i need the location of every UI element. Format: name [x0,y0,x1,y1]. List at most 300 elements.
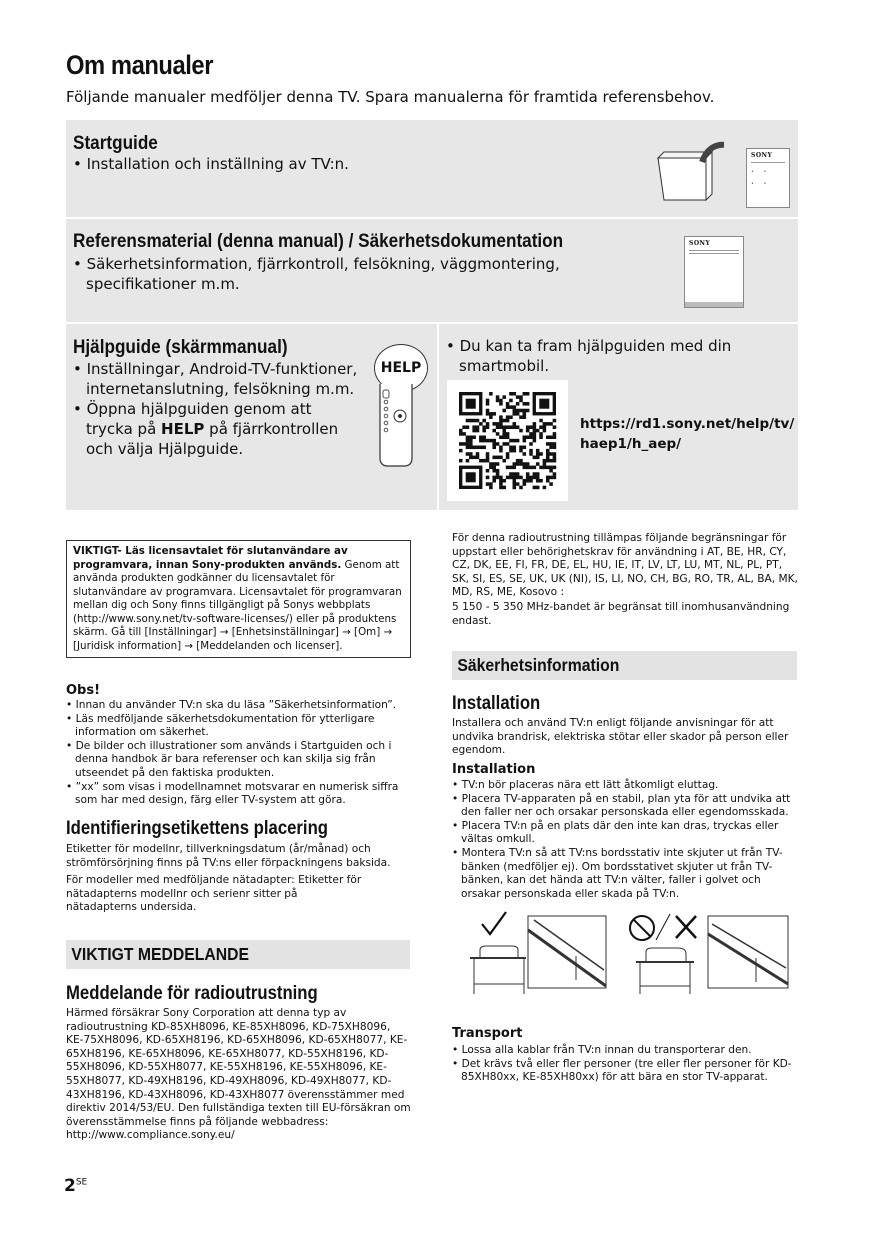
qr-module [506,415,510,419]
qr-module [536,449,540,453]
help-url-line-2: haep1/h_aep/ [580,436,682,452]
qr-module [489,412,493,416]
qr-module [533,422,537,426]
qr-module [486,409,490,413]
qr-module [502,435,506,439]
qr-module [526,429,530,433]
qr-module [523,435,527,439]
qr-module [549,482,553,486]
qr-module [549,442,553,446]
qr-module [536,456,540,460]
reference-box [66,219,798,322]
qr-module [546,476,550,480]
page-subtitle: Följande manualer medföljer denna TV. Spara manualerna för framtida referensbehov. [66,88,715,106]
qr-module [536,429,540,433]
qr-finder [466,399,476,409]
qr-module [516,425,520,429]
qr-module [506,442,510,446]
qr-module [516,462,520,466]
obs-list [66,699,400,808]
qr-module [546,422,550,426]
qr-module [523,452,527,456]
qr-module [489,439,493,443]
qr-module [486,425,490,429]
qr-module [519,429,523,433]
obs-heading: Obs! [66,683,101,698]
qr-module [482,446,486,450]
qr-module [533,456,537,460]
qr-module [469,439,473,443]
qr-module [526,409,530,413]
qr-module [472,425,476,429]
qr-module [553,446,557,450]
obs-item: • Innan du använder TV:n ska du läsa ”Säkerhetsinformation”. [66,699,397,711]
page-title: Om manualer [66,50,214,80]
qr-module [492,466,496,470]
qr-module [479,439,483,443]
qr-module [513,425,517,429]
qr-module [479,422,483,426]
qr-module [513,486,517,490]
qr-module [539,425,543,429]
qr-module [479,459,483,463]
qr-module [492,439,496,443]
qr-module [513,476,517,480]
qr-module [553,442,557,446]
qr-module [472,419,476,423]
qr-module [529,435,533,439]
installation-item: • Montera TV:n så att TV:ns bordsstativ inte skjuter ut från TV-bänken (medföljer ej). Om bordsstativet skjuter ut från TV-bänken, kan det hända att TV:n välter, faller i golvet och orsakar personskada eller skada på TV:n. [452,846,783,900]
qr-module [513,446,517,450]
qr-module [519,459,523,463]
qr-module [506,402,510,406]
qr-module [553,476,557,480]
qr-module [486,482,490,486]
qr-code-container [447,380,568,501]
qr-module [492,446,496,450]
qr-module [523,415,527,419]
qr-module [523,466,527,470]
qr-module [466,439,470,443]
qr-module [519,446,523,450]
qr-module [513,449,517,453]
reference-document-icon [684,236,744,308]
license-box [66,540,411,658]
qr-module [459,449,463,453]
qr-module [546,435,550,439]
qr-module [543,466,547,470]
qr-module [502,479,506,483]
installation-intro: Installera och använd TV:n enligt följande anvisningar för att undvika brandrisk, elektriska stötar eller skador på person eller egendom. [452,717,789,757]
startguide-item: • Installation och inställning av TV:n. [73,155,349,173]
qr-module [466,459,470,463]
qr-module [523,439,527,443]
qr-module [476,452,480,456]
qr-module [549,476,553,480]
qr-module [506,466,510,470]
radio-notice-heading: Meddelande för radioutrustning [66,983,318,1004]
qr-module [513,466,517,470]
qr-module [553,435,557,439]
qr-module [516,472,520,476]
qr-module [466,425,470,429]
obs-item: • Läs medföljande säkerhetsdokumentation för ytterligare information om säkerhet. [66,712,375,739]
qr-module [506,425,510,429]
qr-module [539,479,543,483]
qr-module [509,466,513,470]
installation-list [452,779,792,901]
qr-module [533,432,537,436]
qr-module [486,412,490,416]
qr-module [519,399,523,403]
qr-module [543,429,547,433]
qr-module [539,452,543,456]
qr-module [469,446,473,450]
qr-module [513,472,517,476]
qr-module [519,415,523,419]
qr-module [543,486,547,490]
qr-module [526,392,530,396]
qr-module [529,452,533,456]
qr-module [476,446,480,450]
qr-module [486,452,490,456]
qr-module [526,476,530,480]
qr-module [506,452,510,456]
qr-module [523,479,527,483]
qr-module [533,435,537,439]
transport-item: • Det krävs två eller fler personer (tre eller fler personer för KD-85XH80xx, KE-85XH80xx) för att bära en stor TV-apparat. [452,1057,792,1084]
qr-module [499,422,503,426]
qr-module [502,442,506,446]
qr-module [499,419,503,423]
correct-placement-illustration [466,910,616,1000]
qr-module [516,395,520,399]
qr-module [496,476,500,480]
qr-module [553,456,557,460]
qr-module [482,435,486,439]
qr-module [496,472,500,476]
remote-control-icon [378,384,414,468]
qr-module [502,425,506,429]
qr-module [553,432,557,436]
qr-module [506,432,510,436]
qr-module [496,462,500,466]
qr-module [509,425,513,429]
qr-module [466,446,470,450]
qr-module [492,456,496,460]
qr-module [482,439,486,443]
qr-module [509,405,513,409]
qr-module [472,429,476,433]
qr-module [546,466,550,470]
qr-module [476,429,480,433]
startguide-document-icon: SONY • • • • [746,148,790,208]
qr-module [499,446,503,450]
qr-module [513,422,517,426]
qr-module [472,456,476,460]
qr-module [496,432,500,436]
qr-module [469,456,473,460]
qr-finder [466,472,476,482]
qr-module [489,466,493,470]
qr-module [476,419,480,423]
qr-module [549,422,553,426]
qr-code-icon [447,380,568,501]
qr-module [546,449,550,453]
qr-module [496,469,500,473]
qr-module [526,425,530,429]
qr-module [513,482,517,486]
qr-module [526,462,530,466]
smartphone-box [439,324,798,510]
qr-module [533,472,537,476]
startguide-box [66,120,798,217]
qr-module [466,442,470,446]
qr-module [469,442,473,446]
qr-finder [539,399,549,409]
qr-module [472,435,476,439]
sony-logo: SONY [751,152,773,159]
qr-module [509,449,513,453]
qr-module [529,466,533,470]
qr-module [546,456,550,460]
qr-module [523,446,527,450]
qr-module [486,476,490,480]
qr-module [502,395,506,399]
qr-module [492,442,496,446]
help-url-line-1: https://rd1.sony.net/help/tv/ [580,416,795,432]
qr-module [462,442,466,446]
qr-module [533,425,537,429]
helpguide-item-1: • Inställningar, Android-TV-funktioner, internetanslutning, felsökning m.m. [73,360,358,398]
qr-module [462,432,466,436]
qr-module [506,456,510,460]
qr-module [506,435,510,439]
sony-logo-2: SONY [689,240,711,247]
qr-module [546,459,550,463]
qr-module [462,425,466,429]
help-url [580,414,794,454]
qr-module [519,476,523,480]
qr-module [502,409,506,413]
qr-module [486,422,490,426]
qr-module [526,466,530,470]
qr-module [492,462,496,466]
obs-item: • De bilder och illustrationer som används i Startguiden och i denna handbok är bara referenser och kan skilja sig från utseendet på den faktiska produkten. [66,739,392,779]
qr-module [526,479,530,483]
qr-module [519,409,523,413]
qr-module [523,482,527,486]
smartphone-text: • Du kan ta fram hjälpguiden med din smartmobil. [446,337,732,375]
qr-module [469,435,473,439]
qr-module [499,456,503,460]
qr-module [492,422,496,426]
reference-item: • Säkerhetsinformation, fjärrkontroll, felsökning, väggmontering, specifikationer m.m. [73,255,560,293]
qr-module [553,425,557,429]
qr-module [482,459,486,463]
qr-module [496,399,500,403]
qr-module [513,462,517,466]
qr-module [502,432,506,436]
helpguide-heading: Hjälpguide (skärmmanual) [73,336,288,358]
qr-module [502,459,506,463]
qr-module [519,449,523,453]
qr-module [529,479,533,483]
qr-module [533,486,537,490]
qr-module [476,456,480,460]
restrictions-text-2: 5 150 - 5 350 MHz-bandet är begränsat till inomhusanvändning endast. [452,601,790,627]
qr-module [529,442,533,446]
qr-module [499,402,503,406]
qr-module [533,439,537,443]
qr-module [496,425,500,429]
qr-module [539,466,543,470]
qr-module [523,402,527,406]
tv-box-illustration [654,132,724,202]
qr-module [482,425,486,429]
installation-subheading: Installation [452,762,536,777]
qr-module [543,462,547,466]
qr-module [513,409,517,413]
qr-module [519,462,523,466]
obs-item: • ”xx” som visas i modellnamnet motsvarar en numerisk siffra som har med design, färg eller TV-system att göra. [66,780,399,807]
qr-module [536,462,540,466]
qr-module [499,482,503,486]
qr-module [482,429,486,433]
qr-module [546,479,550,483]
qr-module [469,419,473,423]
radio-notice-text: Härmed försäkrar Sony Corporation att denna typ av radioutrustning KD-85XH8096, KE-85XH8096, KD-75XH8096, KE-75XH8096, KD-65XH8196, KD-65XH8096, KD-65XH8077, KE-65XH8196, KE-65XH8096, KE-65XH8077, KD-55XH8196, KD-55XH8096, KD-55XH8077, KE-55XH8196, KE-55XH8096, KE-55XH8077, KD-49XH8196, KD-49XH8096, KD-49XH8077, KD-43XH8196, KD-43XH8096, KD-43XH8077 överensstämmer med direktiv 2014/53/EU. Den fullständiga texten till EU-försäkran om överensstämmelse finns på följande webbadress: http://www.compliance.sony.eu/ [66,1007,411,1142]
qr-module [509,439,513,443]
qr-module [549,446,553,450]
qr-module [486,402,490,406]
installation-item: • TV:n bör placeras nära ett lätt åtkomligt eluttag. [452,779,719,791]
qr-module [536,476,540,480]
installation-heading: Installation [452,693,541,714]
id-label-text-2: För modeller med medföljande nätadapter: Etiketter för nätadapterns modellnr och serienr sitter på nätadapterns undersida. [66,874,362,914]
qr-module [492,429,496,433]
qr-module [523,409,527,413]
qr-module [539,435,543,439]
transport-list [452,1044,792,1085]
qr-module [529,449,533,453]
qr-module [509,472,513,476]
license-text: Genom att använda produkten godkänner du licensavtalet för slutanvändare av programvara. Licensavtalet för programvaran mellan dig och Sony finns tillgängligt på Sonys webbplats (http://www.sony.net/tv-software-licenses/) eller på produktens skärm. Gå till [Inställningar] → [Enhetsinställningar] → [Om] → [Juridisk information] → [Meddelanden och licenser]. [73,558,402,652]
important-notice-bar: VIKTIGT MEDDELANDE [66,940,410,969]
qr-module [516,412,520,416]
qr-module [489,486,493,490]
qr-module [553,419,557,423]
qr-module [466,452,470,456]
qr-module [466,435,470,439]
incorrect-placement-illustration [626,910,796,1000]
qr-module [496,395,500,399]
qr-module [499,435,503,439]
qr-module [513,412,517,416]
qr-module [459,442,463,446]
qr-module [543,422,547,426]
safety-bar: Säkerhetsinformation [452,651,797,680]
qr-module [516,439,520,443]
qr-module [499,479,503,483]
reference-heading: Referensmaterial (denna manual) / Säkerhetsdokumentation [73,230,564,252]
id-label-heading: Identifieringsetikettens placering [66,818,329,839]
qr-module [486,439,490,443]
qr-module [516,402,520,406]
qr-module [516,409,520,413]
qr-module [489,482,493,486]
qr-module [516,476,520,480]
qr-module [533,466,537,470]
qr-module [469,452,473,456]
qr-module [489,392,493,396]
startguide-heading: Startguide [73,132,158,154]
qr-module [546,452,550,456]
qr-module [516,459,520,463]
qr-module [553,459,557,463]
qr-module [513,392,517,396]
qr-module [486,399,490,403]
qr-module [499,476,503,480]
qr-module [513,405,517,409]
qr-module [506,405,510,409]
qr-module [533,476,537,480]
qr-module [523,462,527,466]
qr-module [509,392,513,396]
transport-item: • Lossa alla kablar från TV:n innan du transporterar den. [452,1044,752,1056]
qr-module [479,446,483,450]
qr-module [492,479,496,483]
helpguide-box [66,324,437,510]
qr-module [539,432,543,436]
qr-module [553,466,557,470]
qr-module [499,486,503,490]
qr-module [543,425,547,429]
qr-module [509,446,513,450]
qr-module [492,469,496,473]
qr-module [529,432,533,436]
qr-module [486,456,490,460]
qr-module [526,435,530,439]
qr-module [506,476,510,480]
qr-module [489,415,493,419]
qr-module [459,432,463,436]
help-button-icon: HELP [374,344,428,392]
qr-module [526,402,530,406]
qr-module [499,449,503,453]
qr-module [523,392,527,396]
qr-module [502,429,506,433]
qr-module [472,446,476,450]
qr-module [502,486,506,490]
qr-module [459,429,463,433]
qr-module [519,486,523,490]
page-number: $2^{SE}$ [64,1176,88,1196]
qr-module [509,415,513,419]
qr-module [496,456,500,460]
qr-module [492,476,496,480]
installation-item: • Placera TV:n på en plats där den inte kan dras, tryckas eller vältas omkull. [452,819,779,846]
qr-module [549,466,553,470]
qr-module [533,429,537,433]
qr-module [536,486,540,490]
qr-module [516,482,520,486]
qr-module [526,472,530,476]
license-bold: VIKTIGT- Läs licensavtalet för slutanvändare av programvara, innan Sony-produkten används. [73,545,348,571]
qr-module [499,399,503,403]
qr-module [549,452,553,456]
installation-item: • Placera TV-apparaten på en stabil, plan yta för att undvika att den faller ner och orsakar personskada eller egendomsskada. [452,792,791,819]
